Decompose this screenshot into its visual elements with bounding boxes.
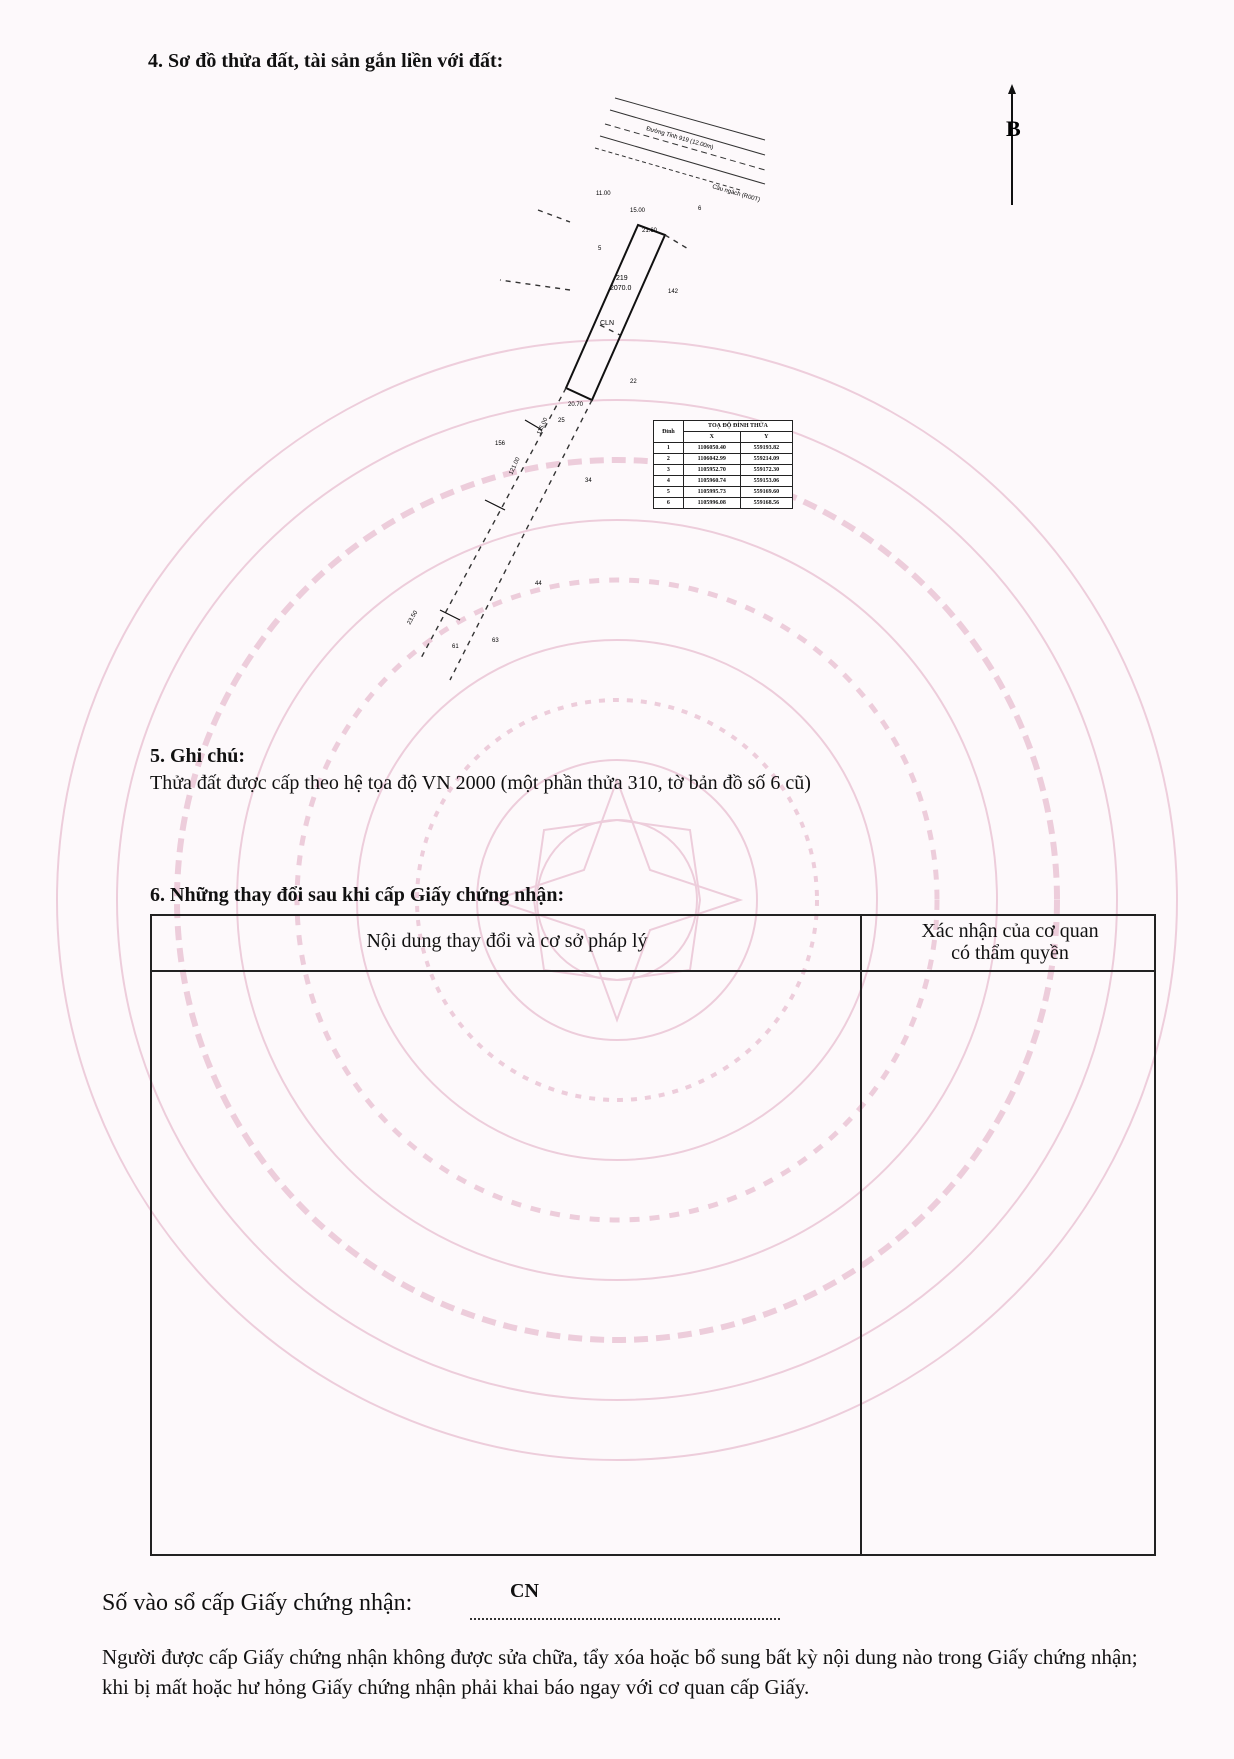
changes-header-divider (152, 970, 1154, 972)
north-arrow-icon (1008, 84, 1016, 205)
parcel-area: 2070.0 (610, 285, 632, 292)
section-5-heading: 5. Ghi chú: (150, 745, 246, 767)
registry-number-label: Số vào sổ cấp Giấy chứng nhận: (102, 1590, 413, 1616)
neighbor-number: 44 (535, 581, 542, 587)
coord-col-point: Đỉnh (654, 421, 684, 443)
changes-col-confirm-header: Xác nhận của cơ quan có thẩm quyền (921, 920, 1099, 964)
neighbor-number: 142 (668, 289, 679, 295)
section-6-heading: 6. Những thay đổi sau khi cấp Giấy chứng nhận: (150, 884, 565, 906)
neighbor-number: 63 (492, 638, 499, 644)
edge-length-1: 21.60 (642, 228, 658, 234)
road-secondary-label: Cầu ngách (R00T) (711, 184, 761, 204)
coord-col-y: Y (740, 432, 792, 443)
legal-warning-text: Người được cấp Giấy chứng nhận không được sửa chữa, tẩy xóa hoặc bổ sung bất kỳ nội dung nào trong Giấy chứng nhận; khi bị mất hoặc hư hỏng Giấy chứng nhận phải khai báo ngay với cơ quan cấp Giấy. (102, 1645, 1138, 1699)
edge-length-6: 115.00 (536, 417, 550, 436)
vertex-coordinate-table (653, 420, 793, 509)
north-label: B (1006, 116, 1021, 141)
edge-length-3: 23.50 (406, 609, 420, 626)
table-row: 6 1105996.08 559168.56 (654, 498, 793, 509)
table-row: 1 1106050.40 559193.82 (654, 443, 793, 454)
edge-length-5: 11.00 (596, 191, 611, 197)
changes-content-column (152, 916, 862, 1554)
edge-length-4: 15.00 (630, 208, 646, 214)
neighbor-number: 34 (585, 478, 592, 484)
neighbor-number: 25 (558, 418, 565, 424)
table-row: 5 1105995.73 559169.60 (654, 487, 793, 498)
section-4-heading: 4. Sơ đồ thửa đất, tài sản gắn liền với đất: (148, 50, 504, 72)
parcel-number: 219 (616, 275, 628, 282)
neighbor-number: 22 (630, 379, 637, 385)
parcel-sketch-diagram (406, 80, 1040, 680)
section-5-note: Thửa đất được cấp theo hệ tọa độ VN 2000 (một phần thửa 310, tờ bản đồ số 6 cũ) (150, 772, 811, 794)
changes-table (150, 914, 1156, 1556)
registry-number-value: CN (510, 1580, 539, 1602)
neighbor-number: 6 (698, 206, 702, 212)
table-row: 2 1106042.99 559214.09 (654, 454, 793, 465)
table-row: 4 1105960.74 559153.06 (654, 476, 793, 487)
edge-length-2: 20.70 (568, 402, 584, 408)
road-name-label: Đường Tỉnh 919 (12.00m) (645, 126, 714, 152)
parcel-land-type: CLN (600, 320, 615, 327)
edge-length-7: 121.00 (508, 456, 522, 476)
neighbor-number: 156 (495, 441, 506, 447)
neighbor-number: 5 (598, 246, 602, 252)
coord-table-title: TOẠ ĐỘ ĐỈNH THỬA (683, 421, 792, 432)
coord-col-x: X (683, 432, 740, 443)
changes-col-content-header: Nội dung thay đổi và cơ sở pháp lý (366, 930, 648, 952)
table-row: 3 1105952.70 559172.30 (654, 465, 793, 476)
neighbor-number: 61 (452, 644, 459, 650)
